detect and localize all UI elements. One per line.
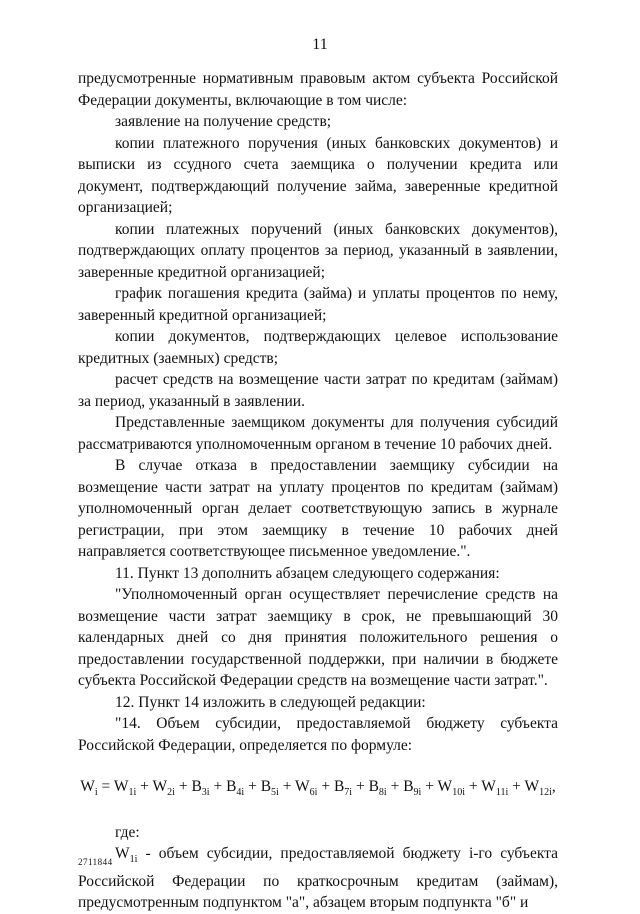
where-label: где: [115, 823, 140, 841]
formula-term: $W_{10i}$ [437, 778, 465, 799]
formula-term: $W_{6i}$ [295, 778, 318, 799]
formula-plus: + [278, 778, 296, 795]
formula-plus: + [464, 778, 482, 795]
page-number: 11 [312, 36, 328, 53]
definition-paragraph [78, 843, 558, 914]
formula-term: $W_{2i}$ [152, 778, 175, 799]
formula-plus: + [136, 778, 153, 795]
paragraph: график погашения кредита (займа) и уплаты процентов по нему, заверенный кредитной организацией; [78, 285, 558, 324]
formula-term: $W_{12i}$ [524, 778, 552, 799]
formula-term: $B_{9i}$ [403, 778, 422, 799]
paragraph: Представленные заемщиком документы для получения субсидий рассматриваются уполномоченным органом в течение 10 рабочих дней. [78, 414, 558, 453]
formula-end: , [551, 778, 556, 795]
formula-plus: + [244, 778, 261, 795]
subsidy-formula [78, 776, 558, 804]
formula-plus: + [421, 778, 438, 795]
paragraph-list [78, 68, 558, 756]
definition-symbol: $W_{1i}$ [115, 845, 138, 866]
formula-term: $B_{4i}$ [226, 778, 245, 799]
paragraph: копии платежных поручений (иных банковских документов), подтверждающих оплату процентов за период, указанный в заявлении, заверенные кредитной организацией; [78, 220, 558, 281]
document-body [78, 68, 558, 914]
formula-term: $W_i$ [80, 778, 98, 799]
formula-plus: + [508, 778, 525, 795]
paragraph: "Уполномоченный орган осуществляет перечисление средств на возмещение части затрат заемщику в срок, не превышающий 30 календарных дней со дня принятия положительного решения о предоставлении государственной поддержки, при наличии в бюджете субъекта Российской Федерации средств на возмещение части затрат.". [78, 586, 558, 689]
paragraph: В случае отказа в предоставлении заемщику субсидии на возмещение части затрат на уплату процентов по кредитам (займам) уполномоченный орган делает соответствующую запись в журнале регистрации, при этом заемщику в течение 10 рабочих дней направляется соответствующее письменное уведомление.". [78, 457, 558, 560]
formula-equals: = [97, 778, 114, 795]
formula-plus: + [317, 778, 334, 795]
formula-term: $B_{5i}$ [260, 778, 279, 799]
document-code: 2711844 [78, 857, 113, 867]
paragraph: расчет средств на возмещение части затрат по кредитам (займам) за период, указанный в заявлении. [78, 371, 558, 410]
paragraph: заявление на получение средств; [115, 113, 332, 130]
formula-plus: + [174, 778, 192, 795]
formula-plus: + [209, 778, 227, 795]
formula-term: $W_{11i}$ [481, 778, 509, 799]
paragraph: предусмотренные нормативным правовым актом субъекта Российской Федерации документы, включающие в том числе: [78, 70, 558, 109]
paragraph: копии документов, подтверждающих целевое использование кредитных (заемных) средств; [78, 328, 558, 367]
paragraph: "14. Объем субсидии, предоставляемой бюджету субъекта Российской Федерации, определяется по формуле: [78, 715, 558, 754]
definition-text: - объем субсидии, предоставляемой бюджету i-го субъекта Российской Федерации по краткосрочным кредитам (займам), предусмотренным подпунктом "а", абзацем вторым подпункта "б" и [78, 845, 558, 912]
paragraph: 12. Пункт 14 изложить в следующей редакции: [115, 693, 426, 711]
paragraph: 11. Пункт 13 дополнить абзацем следующего содержания: [115, 564, 500, 582]
formula-term: $B_{8i}$ [368, 778, 387, 799]
formula-plus: + [386, 778, 404, 795]
paragraph: копии платежного поручения (иных банковских документов) и выписки из ссудного счета заемщика о получении кредита или документ, подтверждающий получение займа, заверенные кредитной организацией; [78, 134, 558, 216]
formula-term: $W_{1i}$ [113, 778, 137, 799]
formula-term: $B_{7i}$ [333, 778, 353, 799]
formula-term: $B_{3i}$ [191, 778, 210, 799]
formula-plus: + [352, 778, 369, 795]
